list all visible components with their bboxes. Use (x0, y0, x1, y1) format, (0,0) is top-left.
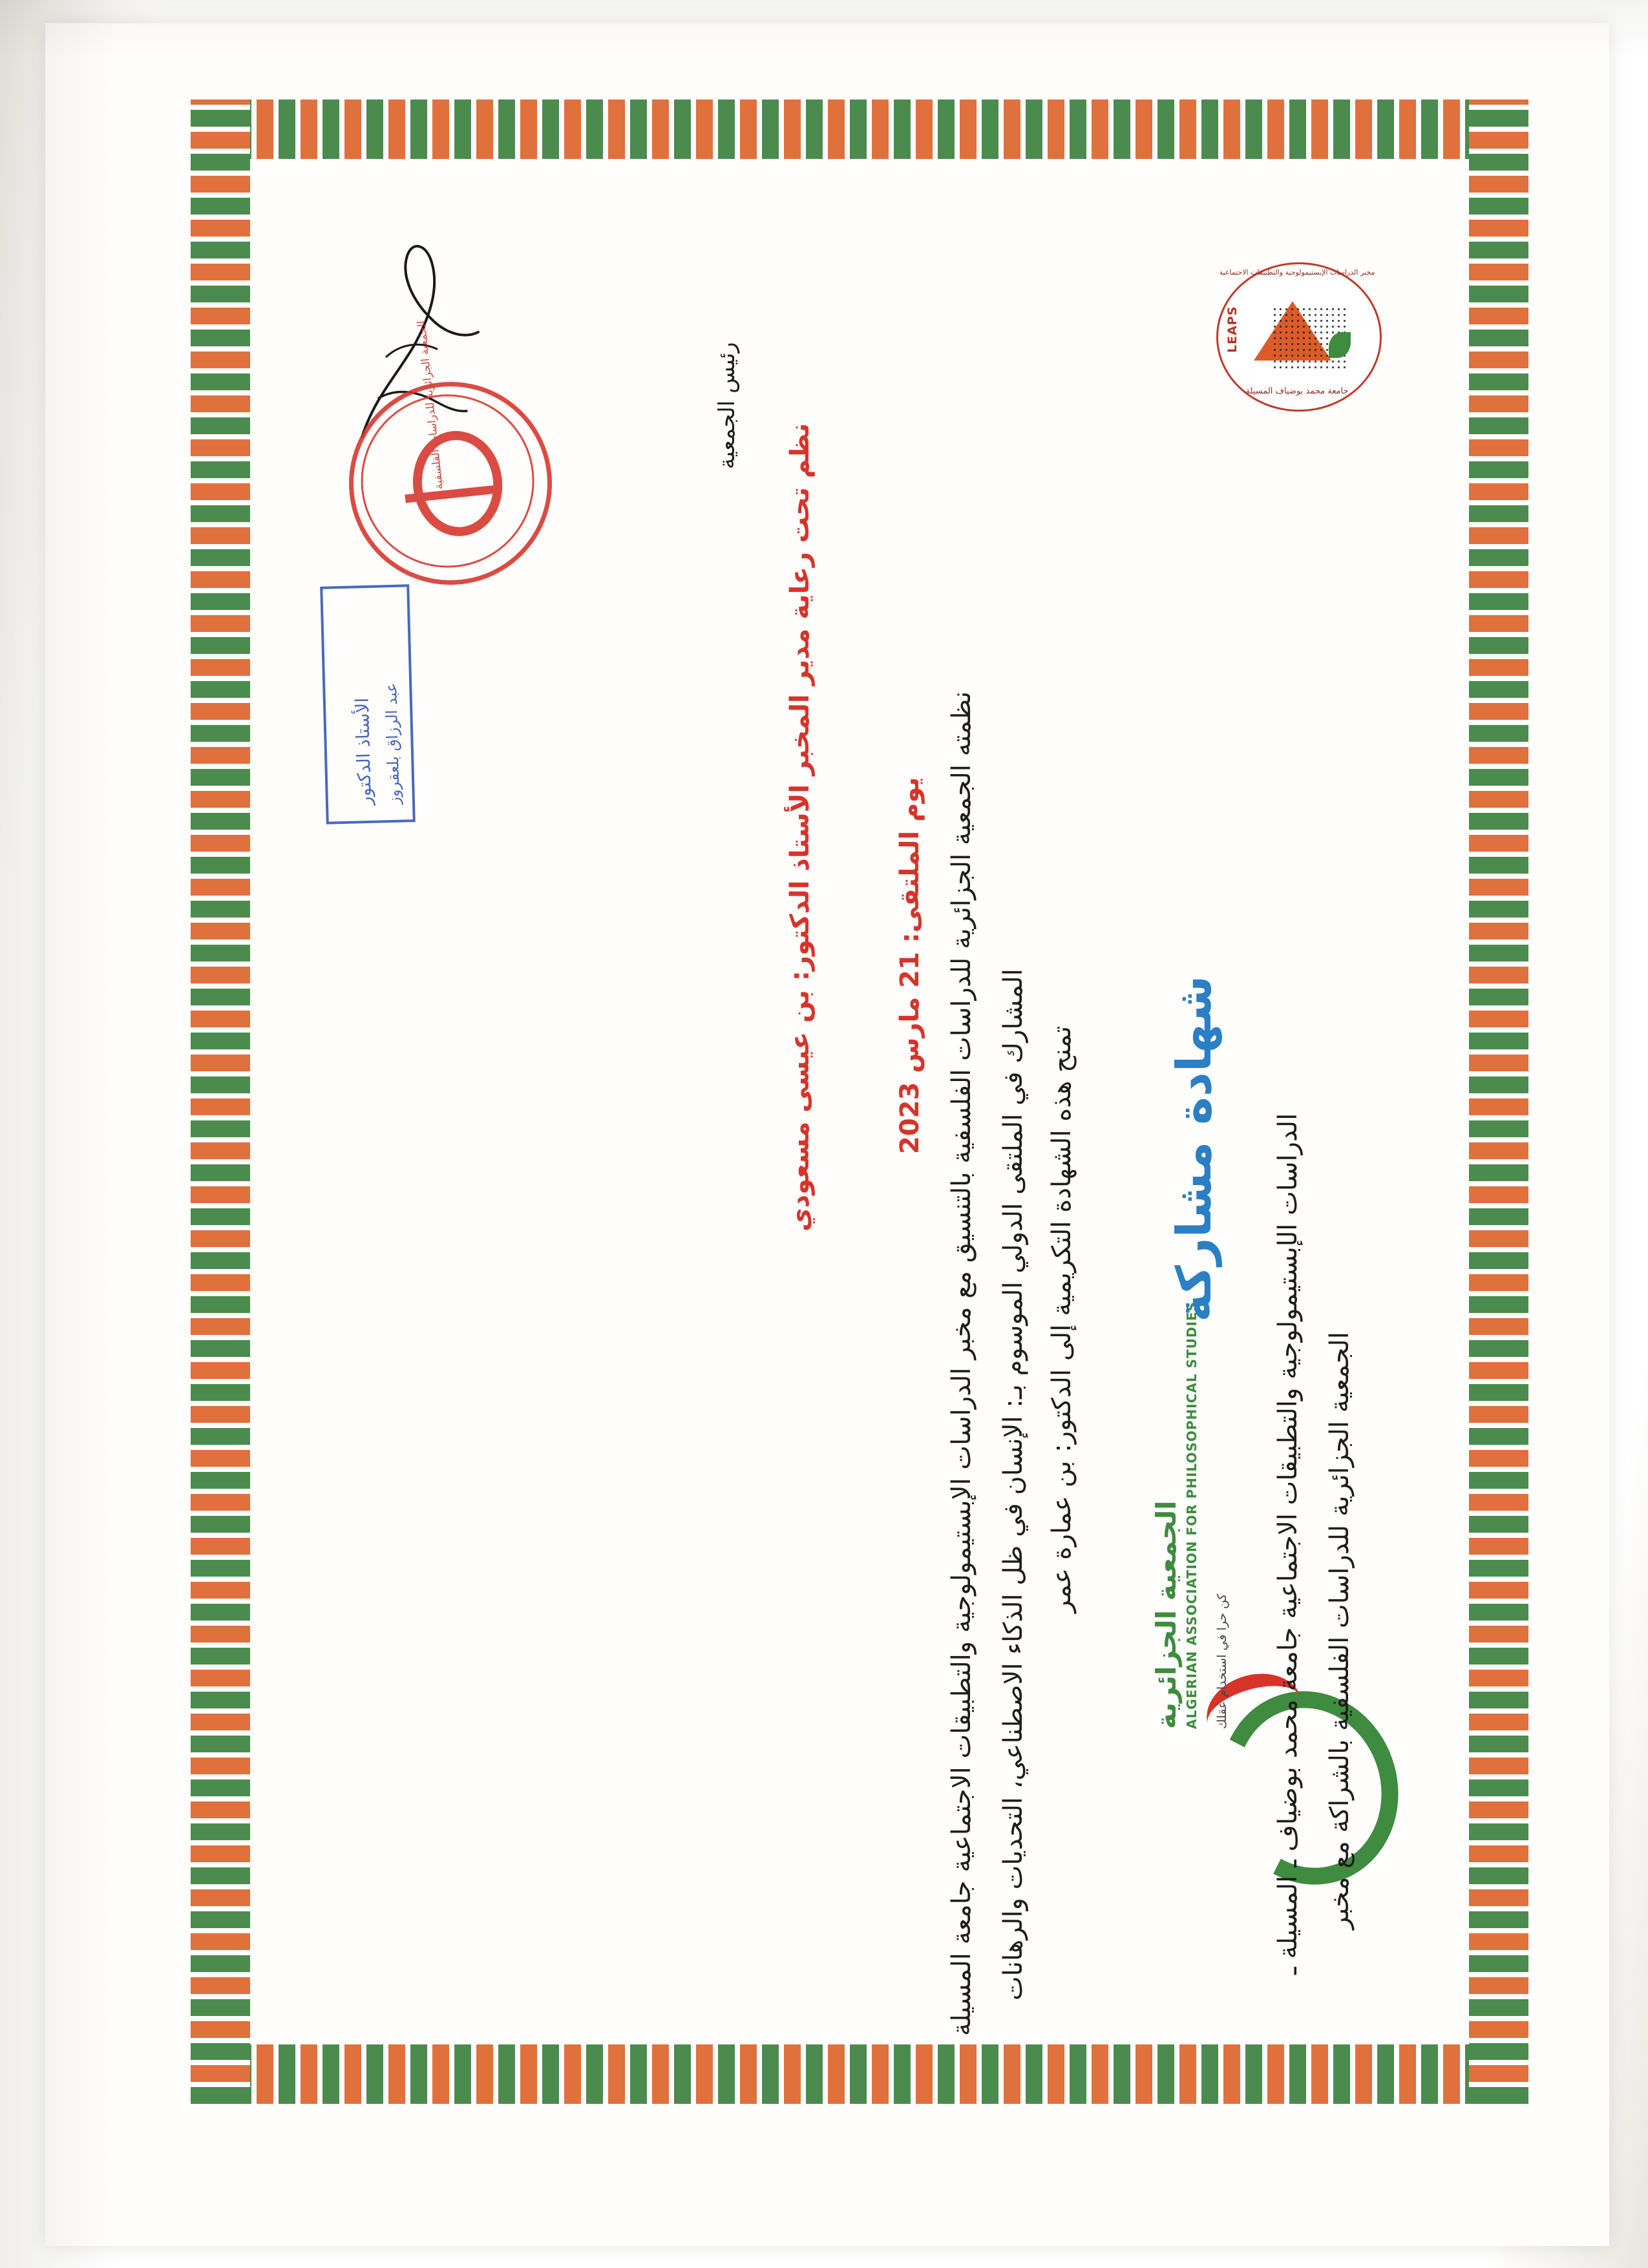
association-motto: كن حرا في استخدام عقلك (1215, 1593, 1229, 1729)
header-association-line-1: الجمعية الجزائرية للدراسات الفلسفية بالشراكة مع مخبر (1325, 1332, 1355, 1929)
stamp-round-text: الجمعية الجزائرية للدراسات الفلسفية (415, 320, 446, 490)
association-name-en: ALGERIAN ASSOCIATION FOR PHILOSOPHICAL STUDIES (1184, 1301, 1199, 1729)
header-association-line-2: الدراسات الإبستيمولوجية والتطبيقات الاجتماعية جامعة محمد بوضياف ـ المسيلة ـ (1273, 1113, 1303, 1975)
certificate-title: شهادة مشاركة (1167, 975, 1222, 1322)
border-bottom (191, 2044, 1528, 2104)
official-rect-stamp (320, 584, 416, 824)
date-line-red: يوم الملتقى: 21 مارس 2023 (895, 777, 925, 1154)
signature-label: رئيس الجمعية (714, 342, 740, 469)
stamp-rect-line-1: الأستاذ الدكتور (351, 697, 376, 806)
association-name-ar: الجمعية الجزائرية (1150, 1500, 1182, 1729)
border-right (1469, 100, 1528, 2104)
supervision-line-red: نظم تحت رعاية مدير المخبر الأستاذ الدكتور: بن عيسى مسعودي (785, 423, 815, 1232)
leaps-arc-bottom-text: جامعة محمد بوضياف المسيلة (1245, 386, 1349, 396)
body-line-1: تمنح هذه الشهادة التكريمية إلى الدكتور: بن عمارة عمر (1047, 1025, 1077, 1613)
certificate-paper (45, 23, 1609, 2246)
leaps-arc-top-text: مخبر الدراسات الإبستيمولوجية والتطبيقات الاجتماعية (1219, 268, 1375, 277)
stamp-rect-line-2: عبد الرزاق بلعقروز (382, 682, 404, 805)
leaps-wordmark: LEAPS (1225, 306, 1240, 353)
body-line-3: نظمته الجمعية الجزائرية للدراسات الفلسفية بالتنسيق مع مخبر الدراسات الإبستيمولوجية والتطبيقات الاجتماعية جامعة المسيلة (947, 691, 977, 2036)
body-line-2: المشارك في الملتقى الدولي الموسوم بـ: الإنسان في ظل الذكاء الاصطناعي، التحديات والرهانات (998, 969, 1028, 2000)
